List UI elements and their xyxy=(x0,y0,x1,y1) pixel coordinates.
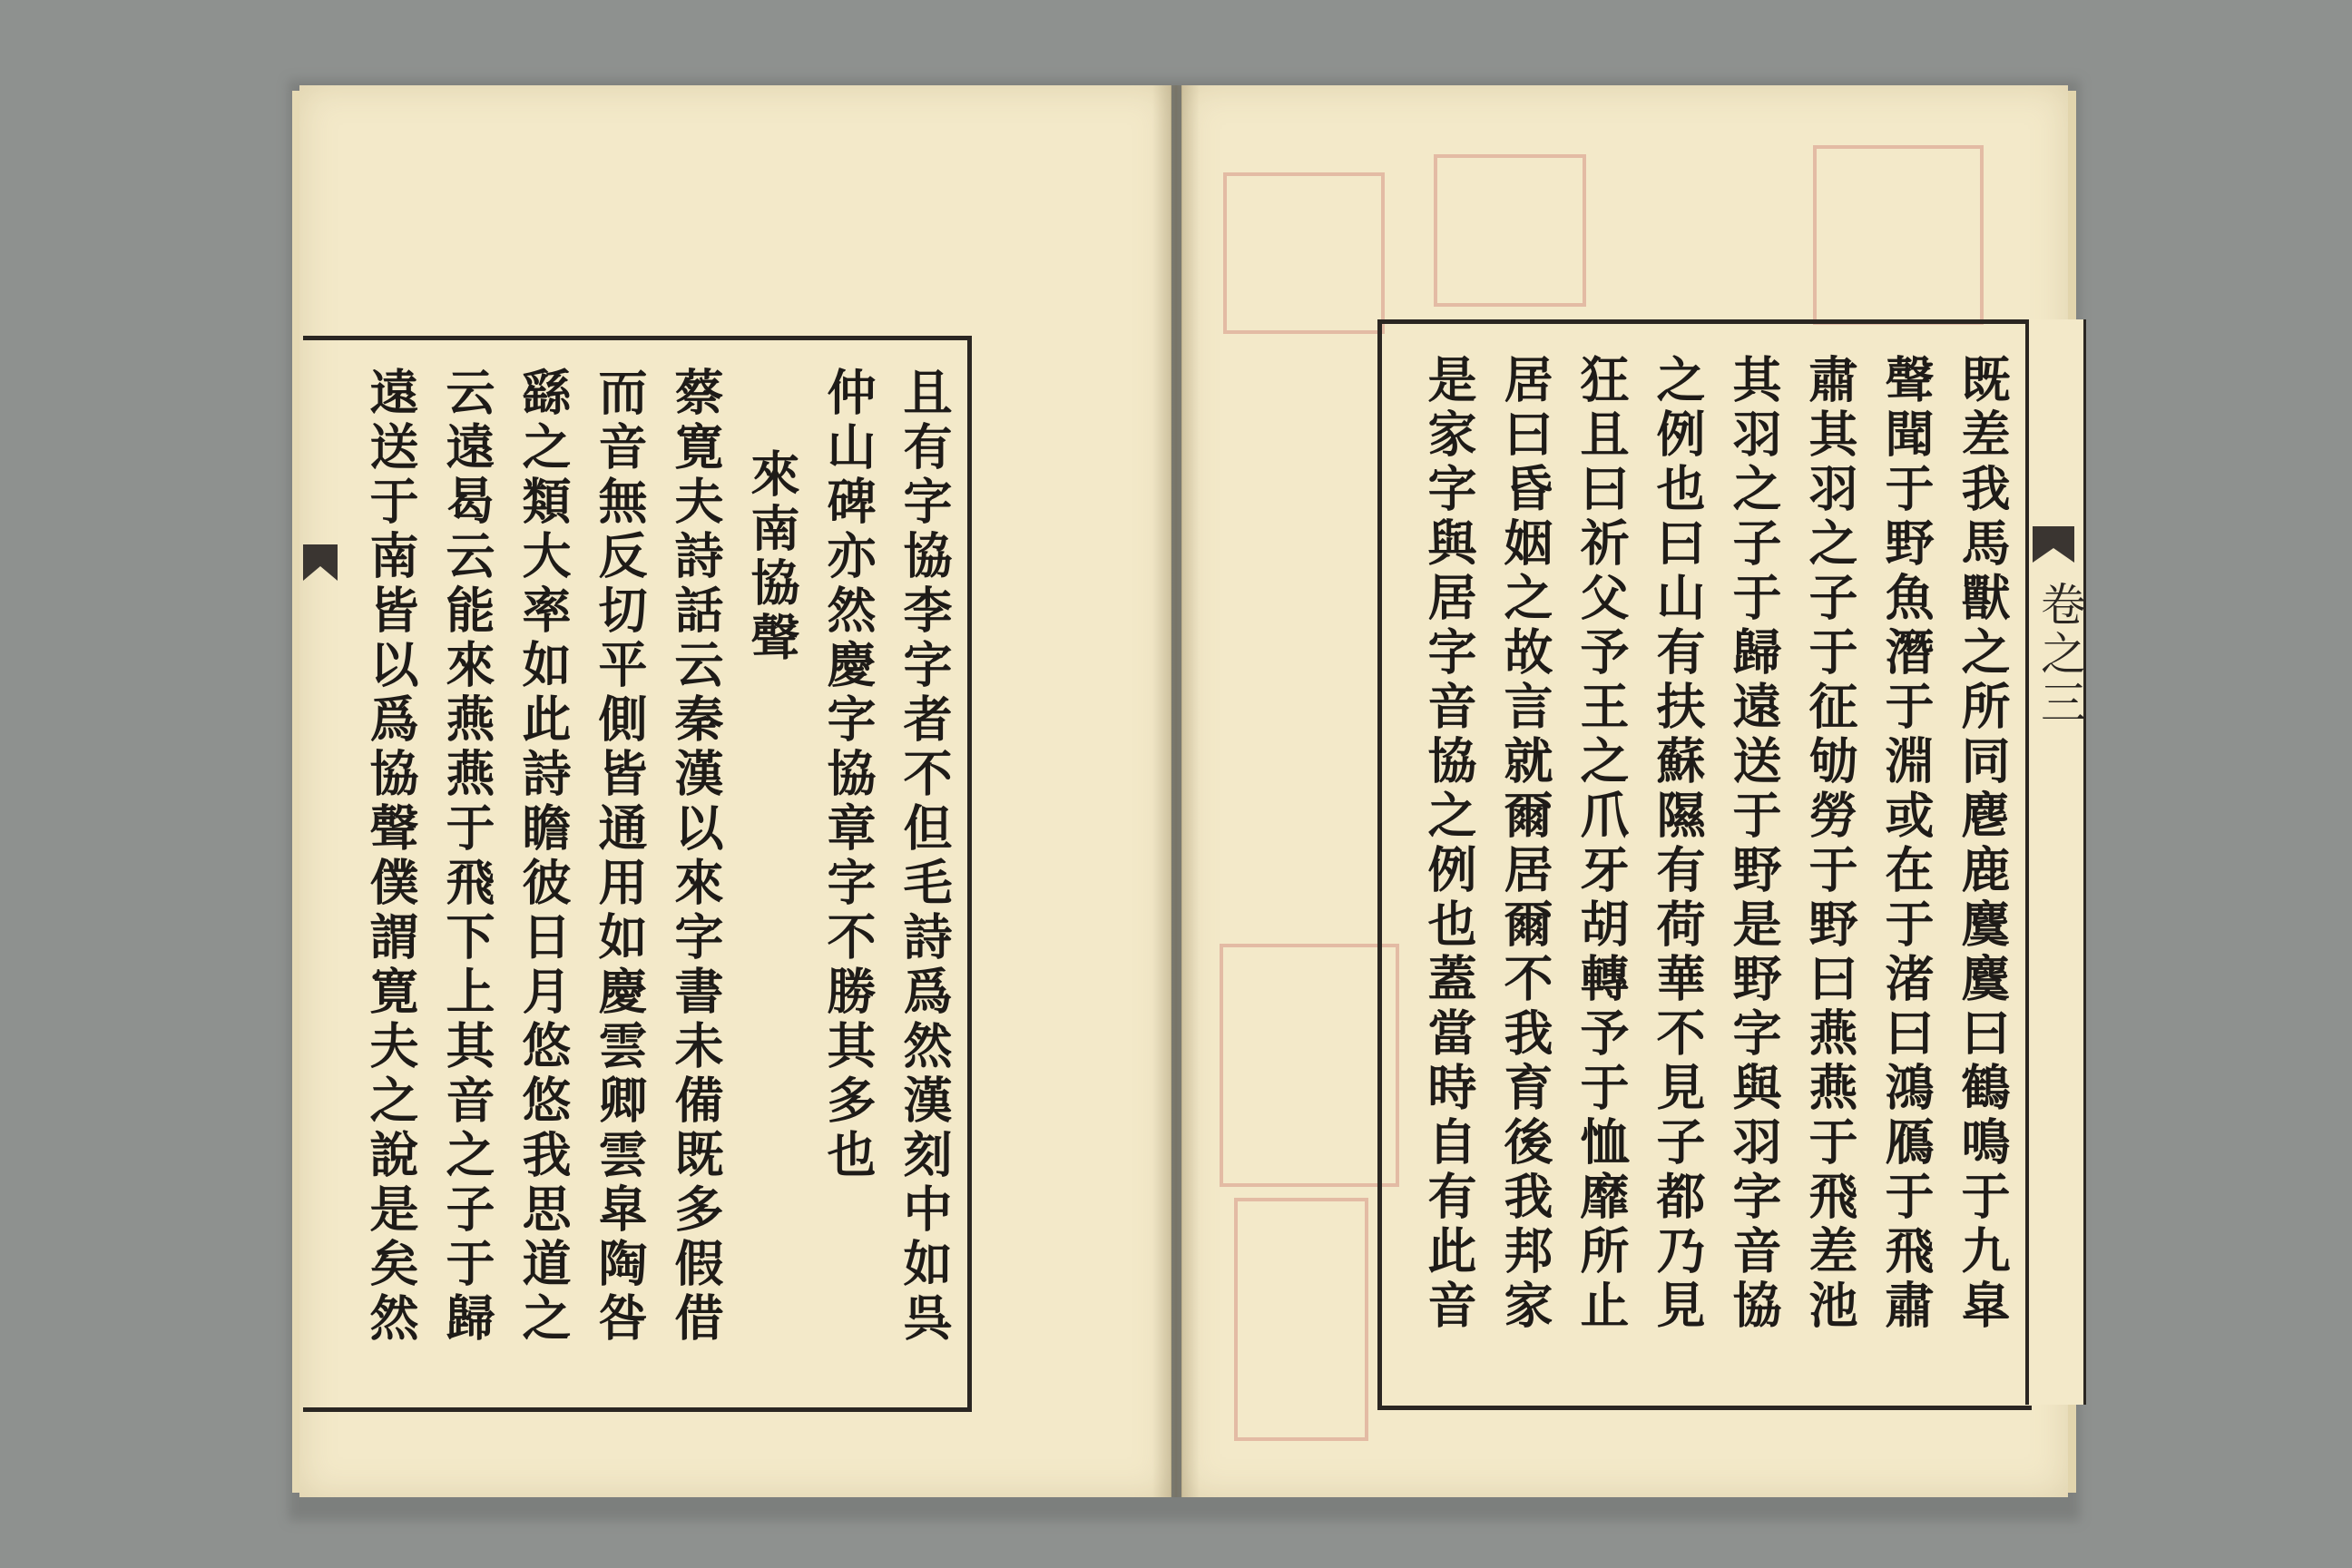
text-column: 是家字與居字音協之例也蓋當時自有此音 xyxy=(1420,354,1478,1334)
text-column: 肅其羽之子于征劬勞于野曰燕燕于飛差池 xyxy=(1801,354,1859,1334)
text-column: 仲山碑亦然慶字協章字不勝其多也 xyxy=(819,367,877,1183)
collector-seal xyxy=(1434,154,1586,307)
text-column: 既差我馬獸之所同麀鹿麌麌曰鶴鳴于九皐 xyxy=(1954,354,2012,1334)
collector-seal xyxy=(1234,1198,1368,1441)
text-column: 蔡寛夫詩話云秦漢以來字書未備既多假借 xyxy=(667,367,725,1347)
collector-seal xyxy=(1223,172,1385,334)
text-column: 遠送于南皆以爲協聲僕謂寛夫之說是矣然 xyxy=(362,367,420,1347)
text-column: 之例也曰山有扶蘇隰有荷華不見子都乃見 xyxy=(1649,354,1707,1334)
volume-label: 卷之三 xyxy=(2034,581,2086,728)
book-gutter xyxy=(1152,85,1200,1497)
text-column: 來南協聲 xyxy=(743,448,801,666)
text-column: 云遠曷云能來燕燕于飛下上其音之子于歸 xyxy=(438,367,496,1347)
text-column: 繇之類大率如此詩瞻彼日月悠悠我思道之 xyxy=(514,367,573,1347)
text-column: 其羽之子于歸遠送于野是野字與羽字音協 xyxy=(1725,354,1783,1334)
collector-seal xyxy=(1813,145,1984,325)
text-column: 居曰昏姻之故言就爾居爾不我育後我邦家 xyxy=(1496,354,1554,1334)
text-column: 而音無反切平側皆通用如慶雲卿雲皐陶咎 xyxy=(591,367,649,1347)
text-column: 狂且曰祈父予王之爪牙胡轉予于恤靡所止 xyxy=(1573,354,1631,1334)
text-column: 聲聞于野魚潛于淵或在于渚曰鴻鴈于飛肅 xyxy=(1877,354,1936,1334)
text-column: 且有字協李字者不但毛詩爲然漢刻中如呉 xyxy=(896,367,954,1347)
collector-seal xyxy=(1220,944,1399,1187)
block-center-strip xyxy=(2025,319,2086,1405)
